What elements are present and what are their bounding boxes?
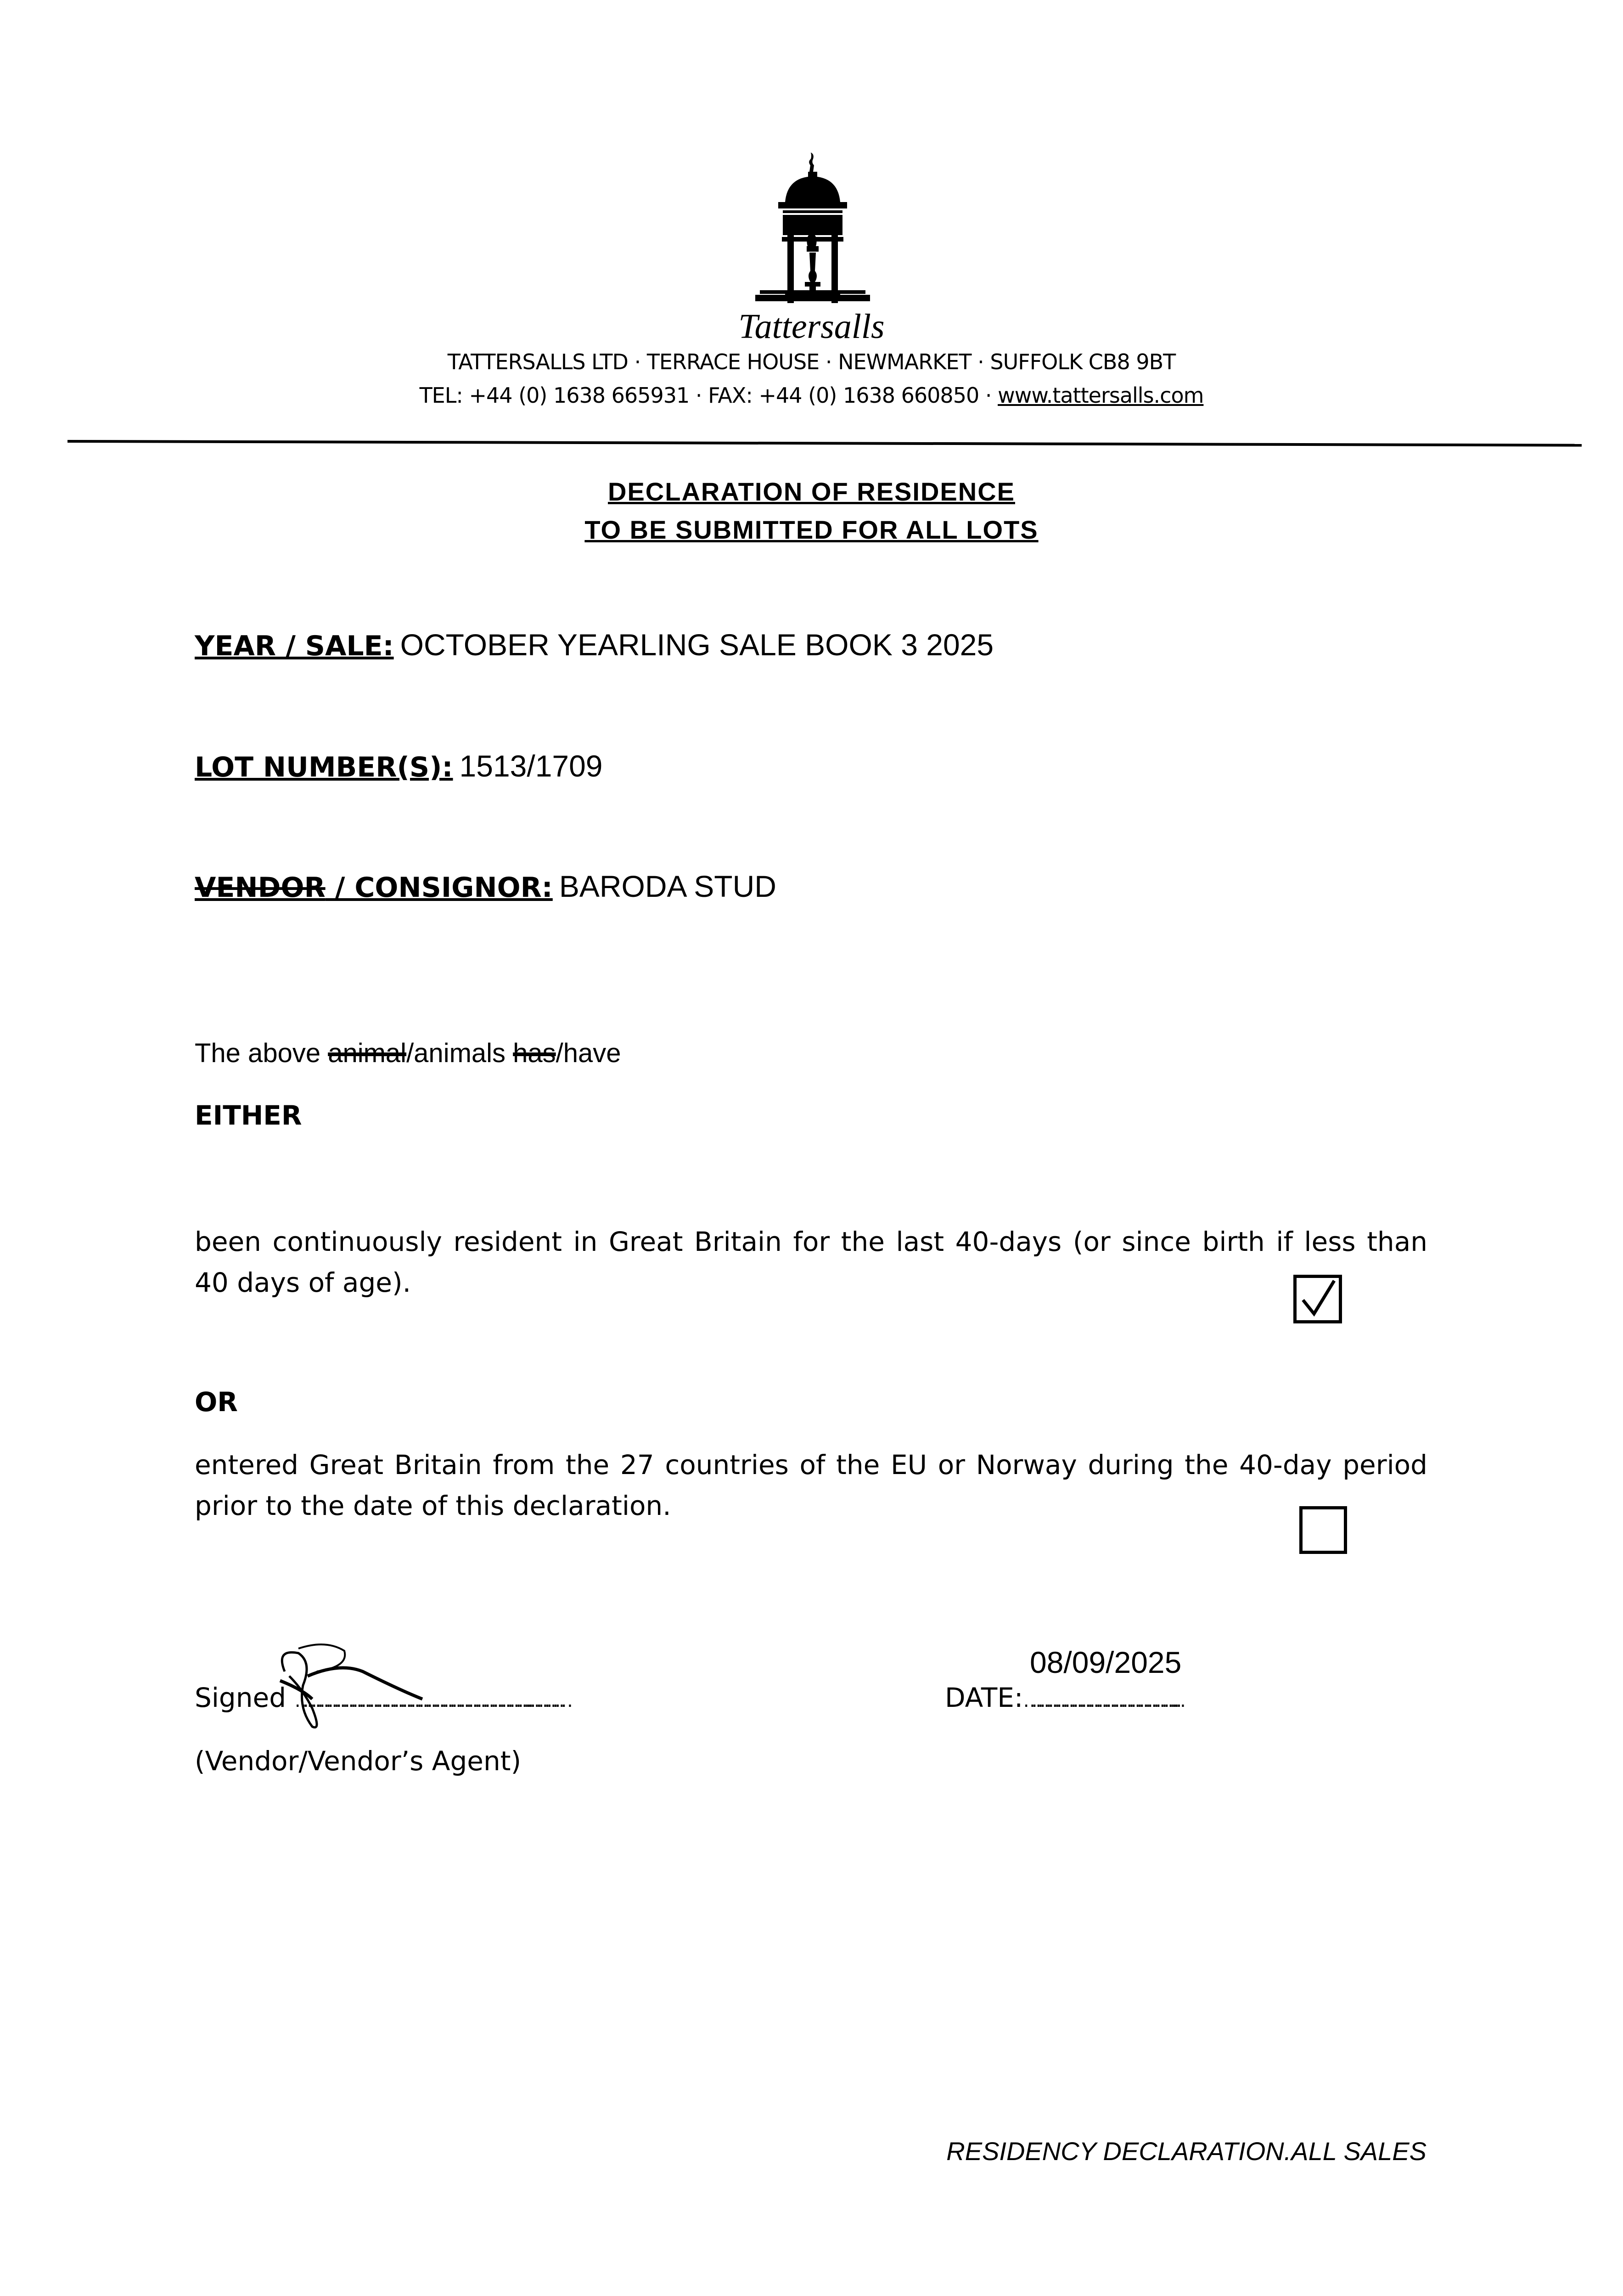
signatory-role: (Vendor/Vendor’s Agent) xyxy=(195,1745,522,1777)
signed-label: Signed xyxy=(195,1682,286,1713)
document-subtitle: TO BE SUBMITTED FOR ALL LOTS xyxy=(584,515,1039,544)
have-text: /have xyxy=(556,1038,621,1068)
either-heading: EITHER xyxy=(195,1100,302,1131)
date-line xyxy=(945,1681,1176,1718)
lot-number-label: LOT NUMBER(S): xyxy=(195,751,453,783)
animal-struck: animal xyxy=(328,1038,407,1068)
company-contact xyxy=(0,383,1623,408)
or-heading: OR xyxy=(195,1386,238,1418)
consignor-label: / CONSIGNOR: xyxy=(325,872,553,904)
company-address: TATTERSALLS LTD · TERRACE HOUSE · NEWMARKET · SUFFOLK CB8 9BT xyxy=(447,349,1176,374)
signature-icon xyxy=(271,1639,510,1731)
footer-reference: RESIDENCY DECLARATION.ALL SALES xyxy=(946,2137,1426,2166)
lot-number-value: 1513/1709 xyxy=(459,749,603,783)
animals-text: /animals xyxy=(406,1038,513,1068)
checkmark-icon xyxy=(1297,1278,1339,1320)
tattersalls-logo-icon xyxy=(746,152,879,303)
vendor-label-struck: VENDOR xyxy=(195,872,326,904)
website-link[interactable]: www.tattersalls.com xyxy=(998,383,1204,408)
date-value: 08/09/2025 xyxy=(1030,1645,1182,1679)
year-sale-label: YEAR / SALE: xyxy=(195,630,394,662)
consignor-value: BARODA STUD xyxy=(559,869,776,903)
intro-text: The above xyxy=(195,1038,328,1068)
year-sale-value: OCTOBER YEARLING SALE BOOK 3 2025 xyxy=(400,628,994,662)
option2-text: entered Great Britain from the 27 countries of the EU or Norway during the 40-day period prior to the date of this declaration. xyxy=(195,1449,1427,1521)
contact-phone-fax: TEL: +44 (0) 1638 665931 · FAX: +44 (0) 1638 660850 · xyxy=(419,383,998,408)
has-struck: has xyxy=(513,1038,556,1068)
signed-dots: ………………………………………………………………………….…………… xyxy=(294,1690,563,1711)
date-dots: ……………………………………………….… xyxy=(1023,1690,1176,1711)
document-title: DECLARATION OF RESIDENCE xyxy=(608,477,1015,506)
header-divider xyxy=(67,440,1582,447)
date-label: DATE: xyxy=(945,1682,1023,1713)
option1-text: been continuously resident in Great Britain for the last 40-days (or since birth if less than 40 days of age). xyxy=(195,1226,1427,1298)
option2-checkbox[interactable] xyxy=(1299,1506,1347,1554)
lot-number-field xyxy=(195,748,603,793)
logo-wordmark: Tattersalls xyxy=(738,307,885,346)
statement-intro xyxy=(195,1036,621,1070)
year-sale-field xyxy=(195,626,994,672)
option1-checkbox[interactable] xyxy=(1293,1275,1342,1323)
consignor-field xyxy=(195,868,776,913)
